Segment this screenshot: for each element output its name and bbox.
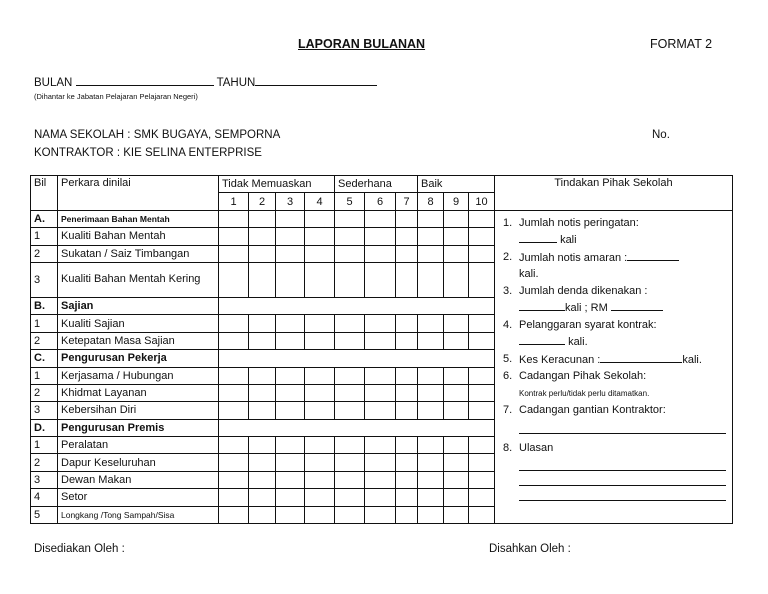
score-cell[interactable] — [276, 489, 305, 506]
score-cell[interactable] — [335, 506, 365, 523]
score-cell[interactable] — [249, 506, 276, 523]
score-header: 4 — [305, 193, 335, 210]
action-num: 3. — [503, 284, 513, 297]
score-cell[interactable] — [335, 228, 365, 245]
table-row — [31, 210, 733, 227]
action-text: Jumlah denda dikenakan : — [519, 284, 648, 297]
action-suffix: kali ; RM — [565, 302, 608, 315]
col-bil-header: Bil — [31, 176, 58, 211]
score-cell[interactable] — [249, 210, 276, 227]
score-cell[interactable] — [249, 471, 276, 488]
subtitle: (Dihantar ke Jabatan Pelajaran Pelajaran Negeri) — [34, 92, 198, 101]
score-cell[interactable] — [444, 506, 469, 523]
score-cell[interactable] — [418, 506, 444, 523]
tahun-label: TAHUN — [216, 77, 256, 89]
row-item: Sajian — [58, 297, 219, 314]
score-cell[interactable] — [249, 262, 276, 297]
score-cell[interactable] — [365, 228, 396, 245]
action-text: Cadangan gantian Kontraktor: — [519, 404, 666, 417]
score-cell[interactable] — [365, 402, 396, 419]
row-bil: 1 — [31, 437, 58, 454]
score-cell[interactable] — [418, 332, 444, 349]
row-item: Kualiti Sajian — [58, 315, 219, 332]
score-cell[interactable] — [418, 489, 444, 506]
score-cell[interactable] — [305, 332, 335, 349]
tahun-field[interactable] — [255, 74, 377, 86]
score-cell[interactable] — [444, 489, 469, 506]
row-item: Kebersihan Diri — [58, 402, 219, 419]
score-cell[interactable] — [305, 402, 335, 419]
score-cell[interactable] — [444, 384, 469, 401]
row-item: Dewan Makan — [58, 471, 219, 488]
score-cell[interactable] — [365, 367, 396, 384]
no-label: No. — [652, 129, 670, 141]
score-cell[interactable] — [469, 332, 495, 349]
report-title: LAPORAN BULANAN — [298, 37, 426, 51]
blank-line[interactable] — [519, 471, 726, 486]
score-cell[interactable] — [305, 315, 335, 332]
tindakan-pihak-sekolah — [495, 210, 733, 523]
score-cell[interactable] — [365, 315, 396, 332]
score-cell[interactable] — [444, 367, 469, 384]
score-cell[interactable] — [219, 262, 249, 297]
score-cell[interactable] — [444, 437, 469, 454]
score-cell[interactable] — [335, 437, 365, 454]
score-cell[interactable] — [249, 367, 276, 384]
col-tindakan-header: Tindakan Pihak Sekolah — [495, 176, 733, 211]
score-cell[interactable] — [365, 245, 396, 262]
row-item: Penerimaan Bahan Mentah — [58, 210, 219, 227]
score-cell[interactable] — [418, 367, 444, 384]
score-header: 2 — [249, 193, 276, 210]
action-suffix: kali — [560, 234, 577, 247]
bulan-label: BULAN — [34, 77, 73, 89]
score-cell[interactable] — [335, 402, 365, 419]
score-cell[interactable] — [219, 506, 249, 523]
score-cell[interactable] — [305, 506, 335, 523]
score-cell[interactable] — [249, 245, 276, 262]
section-score-cell — [219, 297, 495, 314]
score-cell[interactable] — [396, 489, 418, 506]
action-note: Kontrak perlu/tidak perlu ditamatkan. — [519, 388, 650, 398]
score-cell[interactable] — [469, 384, 495, 401]
score-cell[interactable] — [396, 454, 418, 471]
score-cell[interactable] — [219, 315, 249, 332]
row-bil: 1 — [31, 367, 58, 384]
action-suffix: kali. — [519, 268, 539, 281]
score-cell[interactable] — [396, 437, 418, 454]
score-cell[interactable] — [469, 210, 495, 227]
score-cell[interactable] — [219, 228, 249, 245]
action-item-7 — [503, 402, 728, 434]
score-cell[interactable] — [396, 367, 418, 384]
score-cell[interactable] — [249, 315, 276, 332]
row-item: Ketepatan Masa Sajian — [58, 332, 219, 349]
score-cell[interactable] — [365, 489, 396, 506]
score-cell[interactable] — [249, 454, 276, 471]
score-cell[interactable] — [365, 384, 396, 401]
score-cell[interactable] — [305, 437, 335, 454]
score-cell[interactable] — [219, 437, 249, 454]
score-cell[interactable] — [444, 471, 469, 488]
action-item-8 — [503, 440, 728, 502]
score-cell[interactable] — [469, 262, 495, 297]
score-header: 3 — [276, 193, 305, 210]
score-cell[interactable] — [418, 384, 444, 401]
score-cell[interactable] — [396, 245, 418, 262]
score-cell[interactable] — [418, 471, 444, 488]
score-cell[interactable] — [305, 384, 335, 401]
score-cell[interactable] — [276, 506, 305, 523]
score-cell[interactable] — [219, 384, 249, 401]
blank-field[interactable] — [519, 231, 557, 243]
score-cell[interactable] — [305, 471, 335, 488]
score-cell[interactable] — [335, 454, 365, 471]
score-cell[interactable] — [444, 210, 469, 227]
score-cell[interactable] — [219, 402, 249, 419]
score-cell[interactable] — [305, 367, 335, 384]
score-cell[interactable] — [219, 367, 249, 384]
score-cell[interactable] — [219, 210, 249, 227]
action-item-2 — [503, 249, 728, 283]
score-cell[interactable] — [418, 315, 444, 332]
score-cell[interactable] — [469, 245, 495, 262]
score-cell[interactable] — [219, 332, 249, 349]
row-item: Pengurusan Pekerja — [58, 350, 219, 367]
score-cell[interactable] — [396, 402, 418, 419]
disediakan-oleh: Disediakan Oleh : — [34, 543, 125, 555]
score-header: 1 — [219, 193, 249, 210]
score-cell[interactable] — [418, 228, 444, 245]
score-cell[interactable] — [219, 454, 249, 471]
row-bil: 1 — [31, 315, 58, 332]
score-cell[interactable] — [276, 367, 305, 384]
action-list — [503, 215, 728, 502]
score-cell[interactable] — [469, 489, 495, 506]
score-header: 10 — [469, 193, 495, 210]
score-cell[interactable] — [335, 332, 365, 349]
score-cell[interactable] — [305, 489, 335, 506]
action-suffix: kali. — [568, 336, 588, 349]
action-text: Jumlah notis peringatan: — [519, 216, 639, 229]
blank-field[interactable] — [611, 299, 663, 311]
row-bil: 2 — [31, 245, 58, 262]
row-bil: A. — [31, 210, 58, 227]
format-label: FORMAT 2 — [650, 37, 713, 51]
score-cell[interactable] — [418, 402, 444, 419]
score-cell[interactable] — [335, 262, 365, 297]
score-cell[interactable] — [469, 367, 495, 384]
score-cell[interactable] — [335, 315, 365, 332]
score-header: 5 — [335, 193, 365, 210]
action-num: 4. — [503, 318, 513, 331]
blank-field[interactable] — [519, 333, 565, 345]
disahkan-oleh: Disahkan Oleh : — [489, 543, 571, 555]
score-cell[interactable] — [335, 367, 365, 384]
score-cell[interactable] — [469, 228, 495, 245]
score-cell[interactable] — [469, 402, 495, 419]
row-bil: B. — [31, 297, 58, 314]
action-suffix: kali. — [682, 353, 702, 366]
score-cell[interactable] — [276, 245, 305, 262]
nama-sekolah: NAMA SEKOLAH : SMK BUGAYA, SEMPORNA — [34, 129, 281, 141]
action-num: 5. — [503, 352, 513, 365]
row-item: Pengurusan Premis — [58, 419, 219, 436]
score-cell[interactable] — [249, 402, 276, 419]
score-cell[interactable] — [276, 210, 305, 227]
score-header: 7 — [396, 193, 418, 210]
score-cell[interactable] — [444, 315, 469, 332]
blank-field[interactable] — [627, 249, 679, 261]
score-cell[interactable] — [249, 228, 276, 245]
score-header: 6 — [365, 193, 396, 210]
score-cell[interactable] — [249, 384, 276, 401]
row-bil: 3 — [31, 262, 58, 297]
score-cell[interactable] — [276, 228, 305, 245]
row-bil: 5 — [31, 506, 58, 523]
score-cell[interactable] — [276, 262, 305, 297]
action-item-1 — [503, 215, 728, 249]
score-cell[interactable] — [219, 489, 249, 506]
section-score-cell — [219, 350, 495, 367]
action-num: 1. — [503, 216, 513, 229]
score-cell[interactable] — [444, 228, 469, 245]
score-cell[interactable] — [305, 454, 335, 471]
score-cell[interactable] — [418, 262, 444, 297]
row-bil: 1 — [31, 228, 58, 245]
score-cell[interactable] — [396, 384, 418, 401]
blank-line[interactable] — [519, 486, 726, 501]
score-cell[interactable] — [276, 384, 305, 401]
score-cell[interactable] — [396, 228, 418, 245]
score-cell[interactable] — [396, 471, 418, 488]
score-cell[interactable] — [396, 506, 418, 523]
score-cell[interactable] — [335, 471, 365, 488]
score-cell[interactable] — [305, 210, 335, 227]
score-cell[interactable] — [249, 489, 276, 506]
score-cell[interactable] — [418, 245, 444, 262]
score-cell[interactable] — [335, 245, 365, 262]
score-cell[interactable] — [396, 332, 418, 349]
score-cell[interactable] — [418, 454, 444, 471]
score-cell[interactable] — [249, 332, 276, 349]
action-num: 8. — [503, 441, 513, 454]
score-cell[interactable] — [469, 454, 495, 471]
action-item-5 — [503, 351, 728, 369]
score-cell[interactable] — [365, 210, 396, 227]
bulan-field[interactable] — [76, 74, 214, 86]
bulan-tahun-line — [34, 74, 377, 89]
score-cell[interactable] — [444, 262, 469, 297]
score-cell[interactable] — [276, 454, 305, 471]
score-cell[interactable] — [219, 471, 249, 488]
score-cell[interactable] — [396, 210, 418, 227]
action-item-4 — [503, 317, 728, 351]
score-cell[interactable] — [418, 437, 444, 454]
score-cell[interactable] — [444, 402, 469, 419]
score-cell[interactable] — [365, 437, 396, 454]
row-item: Khidmat Layanan — [58, 384, 219, 401]
score-cell[interactable] — [444, 332, 469, 349]
row-bil: C. — [31, 350, 58, 367]
action-text: Pelanggaran syarat kontrak: — [519, 318, 657, 331]
row-bil: 2 — [31, 384, 58, 401]
score-cell[interactable] — [365, 506, 396, 523]
action-item-3 — [503, 283, 728, 317]
row-bil: D. — [31, 419, 58, 436]
score-cell[interactable] — [365, 471, 396, 488]
score-cell[interactable] — [365, 332, 396, 349]
score-cell[interactable] — [276, 471, 305, 488]
score-cell[interactable] — [276, 437, 305, 454]
score-cell[interactable] — [418, 210, 444, 227]
row-bil: 2 — [31, 332, 58, 349]
row-item: Longkang /Tong Sampah/Sisa — [58, 506, 219, 523]
row-item: Kualiti Bahan Mentah Kering — [58, 262, 219, 297]
blank-line[interactable] — [519, 419, 726, 434]
row-bil: 3 — [31, 471, 58, 488]
evaluation-table — [30, 175, 733, 524]
blank-field[interactable] — [519, 299, 565, 311]
action-item-6 — [503, 368, 728, 402]
action-num: 2. — [503, 250, 513, 263]
score-cell[interactable] — [396, 315, 418, 332]
score-cell[interactable] — [469, 437, 495, 454]
row-item: Kualiti Bahan Mentah — [58, 228, 219, 245]
group-tidak-memuaskan: Tidak Memuaskan — [219, 176, 335, 193]
blank-field[interactable] — [600, 351, 682, 363]
score-cell[interactable] — [335, 489, 365, 506]
score-cell[interactable] — [444, 245, 469, 262]
score-cell[interactable] — [469, 471, 495, 488]
col-perkara-header: Perkara dinilai — [58, 176, 219, 211]
action-text: Ulasan — [519, 441, 554, 454]
group-sederhana: Sederhana — [335, 176, 418, 193]
score-cell[interactable] — [305, 228, 335, 245]
score-cell[interactable] — [335, 384, 365, 401]
row-item: Kerjasama / Hubungan — [58, 367, 219, 384]
action-num: 6. — [503, 370, 513, 383]
score-cell[interactable] — [276, 402, 305, 419]
score-header: 8 — [418, 193, 444, 210]
score-cell[interactable] — [444, 454, 469, 471]
score-cell[interactable] — [249, 437, 276, 454]
row-bil: 3 — [31, 402, 58, 419]
action-text: Jumlah notis amaran : — [519, 251, 628, 264]
blank-line[interactable] — [519, 456, 726, 471]
action-text: Cadangan Pihak Sekolah: — [519, 370, 647, 383]
row-bil: 4 — [31, 489, 58, 506]
row-item: Sukatan / Saiz Timbangan — [58, 245, 219, 262]
score-cell[interactable] — [305, 245, 335, 262]
row-item: Dapur Keseluruhan — [58, 454, 219, 471]
score-cell[interactable] — [276, 332, 305, 349]
score-header: 9 — [444, 193, 469, 210]
score-cell[interactable] — [365, 262, 396, 297]
score-cell[interactable] — [305, 262, 335, 297]
section-score-cell — [219, 419, 495, 436]
score-cell[interactable] — [365, 454, 396, 471]
score-cell[interactable] — [276, 315, 305, 332]
group-baik: Baik — [418, 176, 495, 193]
score-cell[interactable] — [335, 210, 365, 227]
score-cell[interactable] — [469, 506, 495, 523]
row-item: Peralatan — [58, 437, 219, 454]
row-bil: 2 — [31, 454, 58, 471]
kontraktor: KONTRAKTOR : KIE SELINA ENTERPRISE — [34, 147, 262, 159]
row-item: Setor — [58, 489, 219, 506]
score-cell[interactable] — [396, 262, 418, 297]
score-cell[interactable] — [469, 315, 495, 332]
score-cell[interactable] — [219, 245, 249, 262]
action-text: Kes Keracunan : — [519, 353, 601, 366]
action-num: 7. — [503, 404, 513, 417]
